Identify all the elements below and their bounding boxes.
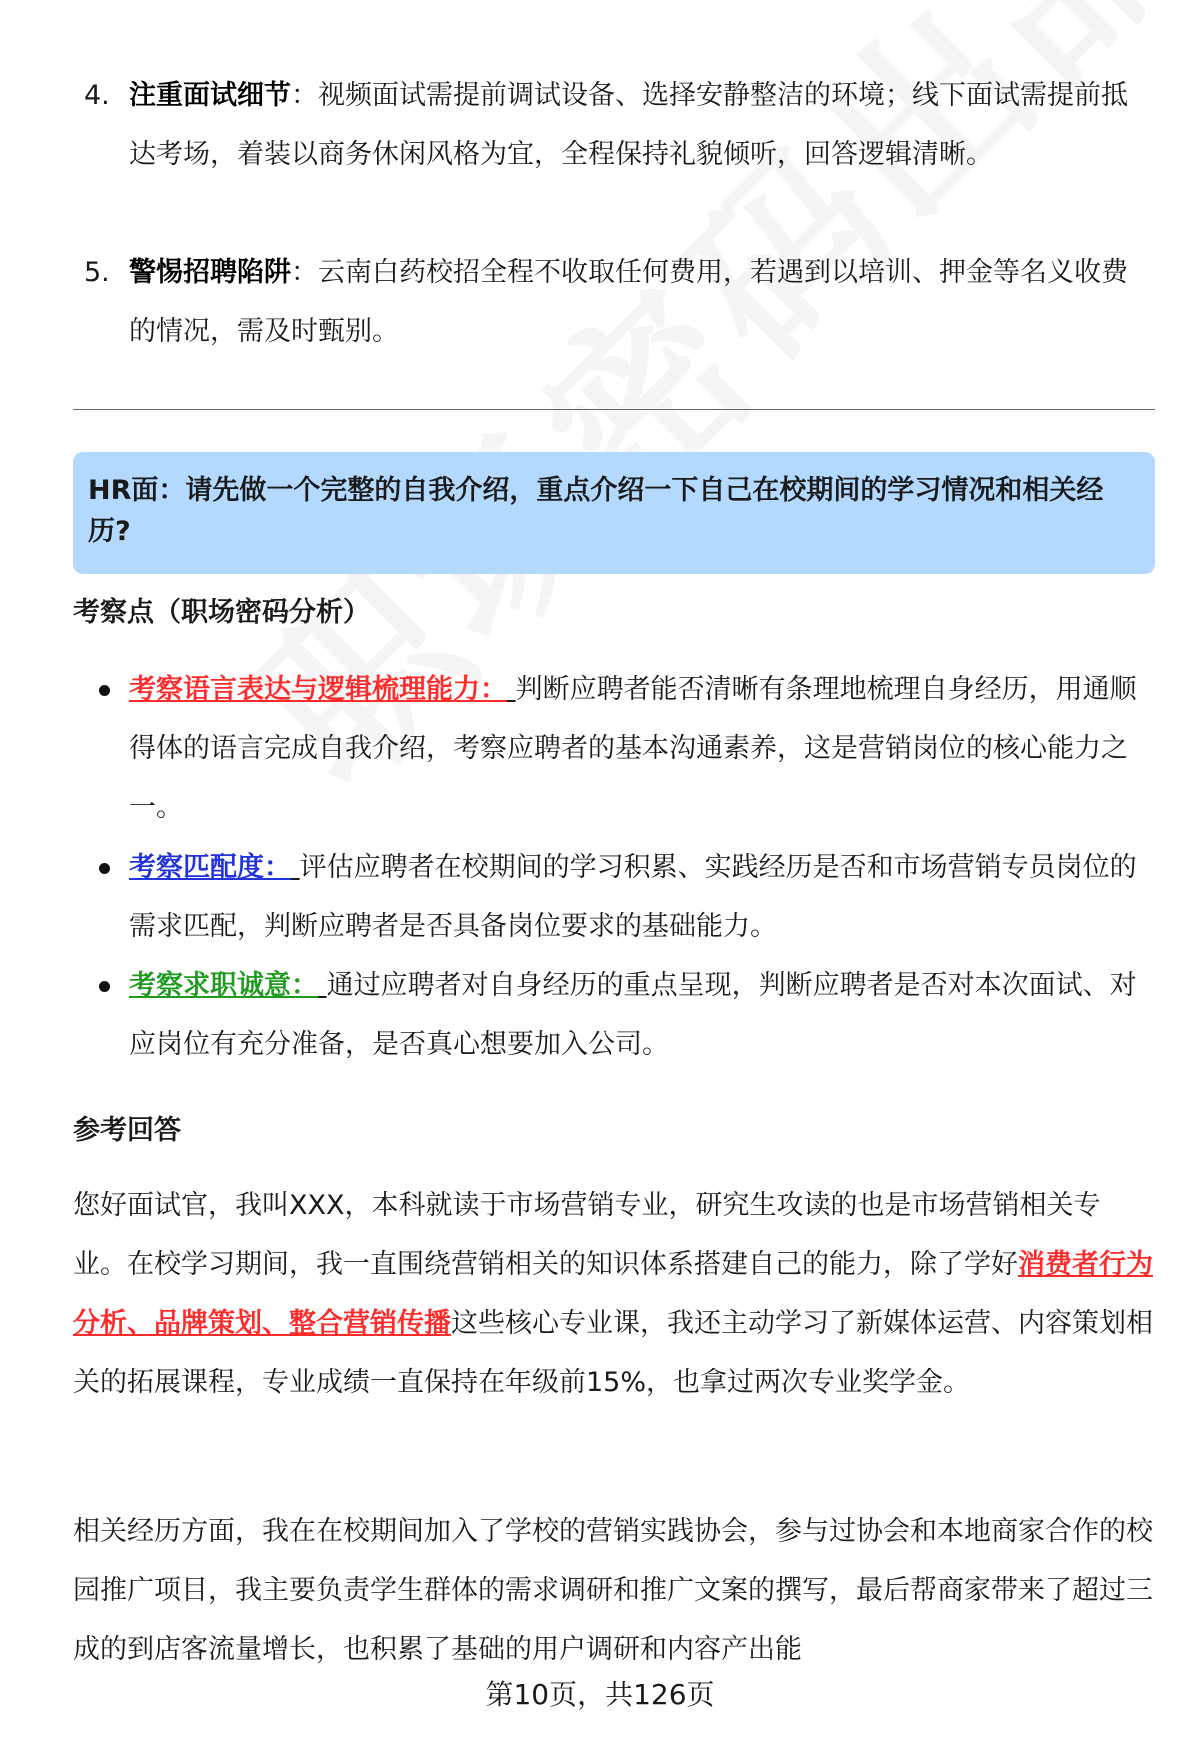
assessment-title: 考察语言表达与逻辑梳理能力： xyxy=(129,674,507,705)
assessment-text: 评估应聘者在校期间的学习积累、实践经历是否和市场营销专员岗位的需求匹配，判断应聘者是否具备岗位要求的基础能力。 xyxy=(129,852,1137,942)
assessment-title: 考察求职诚意： xyxy=(129,970,318,1001)
numbered-item-4 xyxy=(80,66,1140,184)
section-divider xyxy=(73,409,1155,410)
assessment-text: 判断应聘者能否清晰有条理地梳理自身经历，用通顺得体的语言完成自我介绍，考察应聘者的基本沟通素养，这是营销岗位的核心能力之一。 xyxy=(129,674,1137,823)
answer-heading: 参考回答 xyxy=(73,1115,181,1146)
question-box xyxy=(73,452,1155,574)
answer-text: 您好面试官，我叫XXX，本科就读于市场营销专业，研究生攻读的也是市场营销相关专业。在校学习期间，我一直围绕营销相关的知识体系搭建自己的能力，除了学好 xyxy=(73,1190,1101,1280)
item-text: 云南白药校招全程不收取任何费用，若遇到以培训、押金等名义收费的情况，需及时甄别。 xyxy=(129,257,1128,347)
answer-paragraph-1 xyxy=(73,1176,1153,1412)
bullet-dot xyxy=(99,863,110,874)
answer-text: 这些核心专业课，我还主动学习了新媒体运营、内容策划相关的拓展课程，专业成绩一直保持在年级前15%，也拿过两次专业奖学金。 xyxy=(73,1308,1153,1398)
assessment-heading: 考察点（职场密码分析） xyxy=(73,597,370,628)
assessment-gap xyxy=(318,970,327,1001)
assessment-gap xyxy=(291,852,300,883)
assessment-text: 通过应聘者对自身经历的重点呈现，判断应聘者是否对本次面试、对应岗位有充分准备，是否真心想要加入公司。 xyxy=(129,970,1137,1060)
item-text: 视频面试需提前调试设备、选择安静整洁的环境；线下面试需提前抵达考场，着装以商务休闲风格为宜，全程保持礼貌倾听，回答逻辑清晰。 xyxy=(129,80,1128,170)
assessment-item-1 xyxy=(80,660,1140,837)
item-colon: ： xyxy=(291,80,318,111)
item-title: 注重面试细节 xyxy=(129,80,291,111)
assessment-gap xyxy=(507,674,516,705)
answer-highlight: 消费者行为分析、品牌策划、整合营销传播 xyxy=(73,1249,1153,1339)
item-title: 警惕招聘陷阱 xyxy=(129,257,291,288)
assessment-title: 考察匹配度： xyxy=(129,852,291,883)
assessment-item-3 xyxy=(80,956,1140,1074)
numbered-item-5 xyxy=(80,243,1140,361)
page-footer: 第10页，共126页 xyxy=(485,1678,715,1711)
item-number: 4. xyxy=(84,80,110,111)
item-number: 5. xyxy=(84,257,110,288)
question-text: HR面：请先做一个完整的自我介绍，重点介绍一下自己在校期间的学习情况和相关经历? xyxy=(88,475,1104,547)
item-colon: ： xyxy=(291,257,318,288)
assessment-item-2 xyxy=(80,838,1140,956)
bullet-dot xyxy=(99,981,110,992)
bullet-dot xyxy=(99,685,110,696)
answer-paragraph-2: 相关经历方面，我在在校期间加入了学校的营销实践协会，参与过协会和本地商家合作的校园推广项目，我主要负责学生群体的需求调研和推广文案的撰写，最后帮商家带来了超过三成的到店客流量增长，也积累了基础的用户调研和内容产出能 xyxy=(73,1516,1153,1665)
